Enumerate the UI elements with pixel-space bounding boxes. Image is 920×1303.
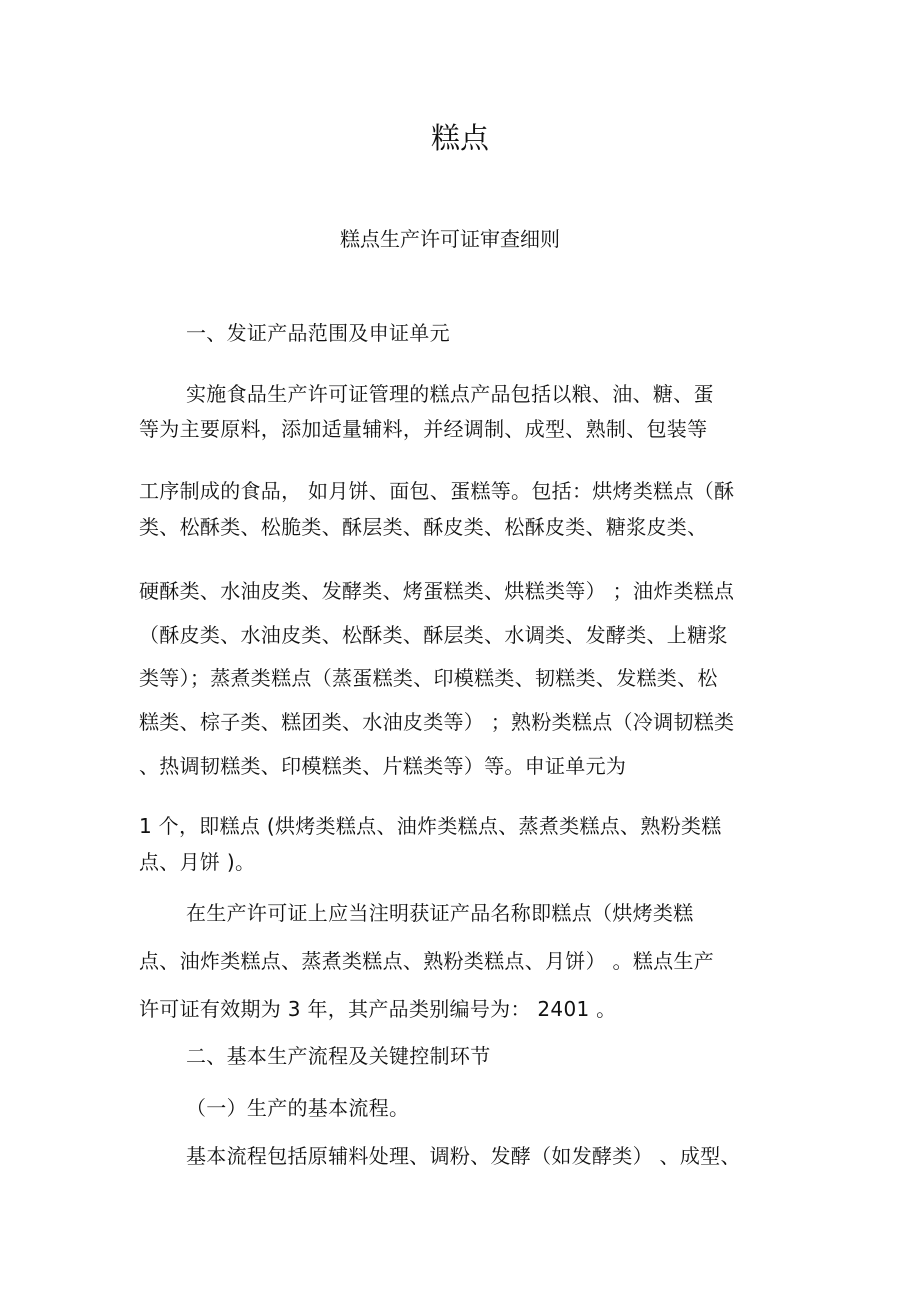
paragraph-line: 1 个，即糕点 (烘烤类糕点、油炸类糕点、蒸煮类糕点、熟粉类糕 bbox=[139, 814, 722, 838]
paragraph-line: 在生产许可证上应当注明获证产品名称即糕点（烘烤类糕 bbox=[186, 901, 694, 925]
paragraph-line: （酥皮类、水油皮类、松酥类、酥层类、水调类、发酵类、上糖浆 bbox=[139, 623, 728, 647]
document-title: 糕点 bbox=[430, 121, 489, 155]
paragraph-line: 等为主要原料，添加适量辅料，并经调制、成型、熟制、包装等 bbox=[139, 417, 708, 441]
paragraph-line: 工序制成的食品， 如月饼、面包、蛋糕等。包括：烘烤类糕点（酥 bbox=[139, 479, 735, 503]
subsection-heading: （一）生产的基本流程。 bbox=[186, 1096, 410, 1120]
section-heading-2: 二、基本生产流程及关键控制环节 bbox=[186, 1044, 491, 1068]
paragraph-line: 、热调韧糕类、印模糕类、片糕类等）等。申证单元为 bbox=[139, 754, 627, 778]
paragraph-line: 硬酥类、水油皮类、发酵类、烤蛋糕类、烘糕类等） ；油炸类糕点 bbox=[139, 579, 735, 603]
paragraph-line: 类等）；蒸煮类糕点（蒸蛋糕类、印模糕类、韧糕类、发糕类、松 bbox=[139, 666, 718, 690]
document-subtitle: 糕点生产许可证审查细则 bbox=[340, 227, 560, 251]
paragraph-line: 实施食品生产许可证管理的糕点产品包括以粮、油、糖、蛋 bbox=[186, 382, 714, 406]
paragraph-line: 点、油炸类糕点、蒸煮类糕点、熟粉类糕点、月饼） 。糕点生产 bbox=[139, 949, 715, 973]
paragraph-line: 许可证有效期为 3 年，其产品类别编号为： 2401 。 bbox=[139, 997, 617, 1021]
paragraph-line: 点、月饼 )。 bbox=[139, 850, 256, 874]
section-heading-1: 一、发证产品范围及申证单元 bbox=[186, 321, 450, 345]
paragraph-line: 基本流程包括原辅料处理、调粉、发酵（如发酵类） 、成型、 bbox=[186, 1144, 741, 1168]
paragraph-line: 类、松酥类、松脆类、酥层类、酥皮类、松酥皮类、糖浆皮类、 bbox=[139, 515, 708, 539]
paragraph-line: 糕类、棕子类、糕团类、水油皮类等） ；熟粉类糕点（冷调韧糕类 bbox=[139, 710, 735, 734]
